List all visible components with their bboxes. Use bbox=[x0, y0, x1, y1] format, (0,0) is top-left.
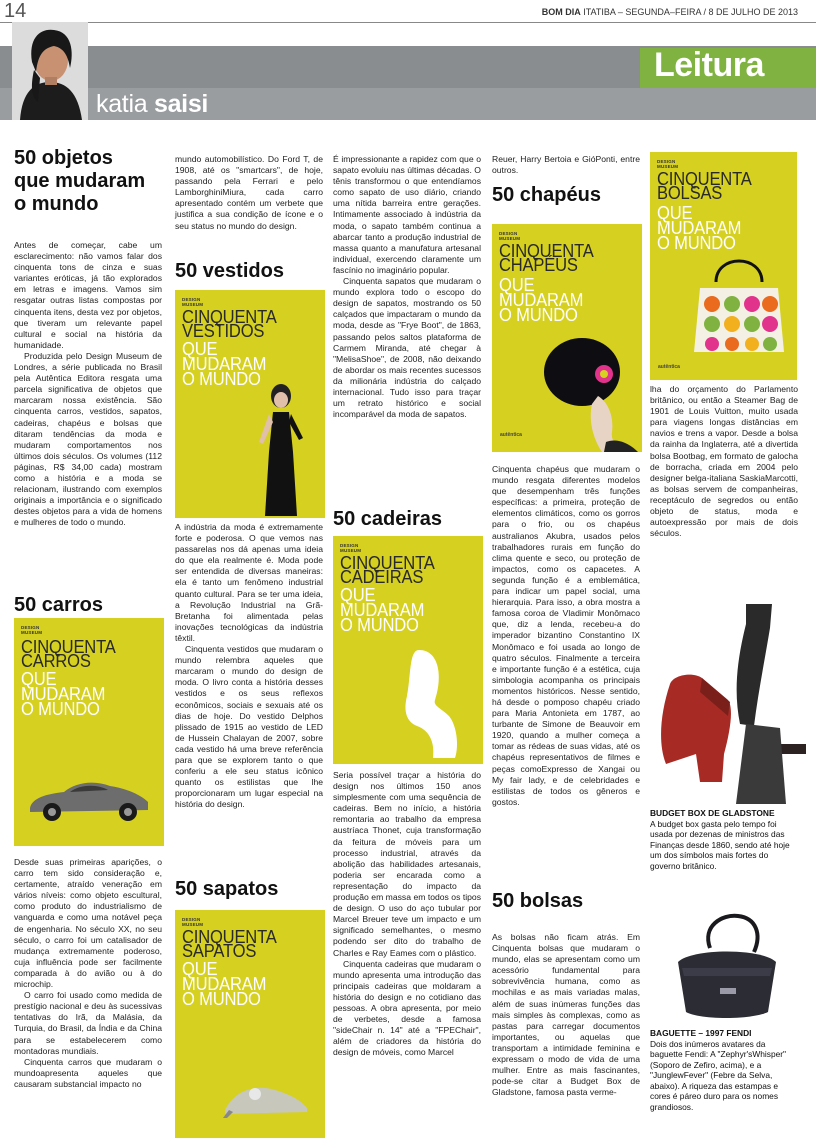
vestidos-title: 50 vestidos bbox=[175, 260, 284, 282]
bolsas-text-cont bbox=[650, 384, 798, 539]
intro-paragraph-1: Antes de começar, cabe um esclarecimento: não vamos falar dos cinquenta tons de cinza e suas variantes eróticas, já tão explorados em letras e imagens. Vamos sim resgatar outras listas compostas por cinquenta itens, desta vez por objetos, que tiveram um relevante papel cultural e social na história da humanidade. bbox=[14, 240, 162, 350]
cadeiras-paragraph-3: Reuer, Harry Bertoia e GióPonti, entre outros. bbox=[492, 154, 640, 176]
handbag-illustration bbox=[692, 248, 786, 354]
chapeus-cover-sub2: MUDARAM bbox=[499, 290, 584, 310]
intro-title-line2: que mudaram bbox=[14, 170, 146, 192]
sapatos-text bbox=[333, 154, 481, 420]
intro-text bbox=[14, 240, 162, 528]
baguette-caption-text: Dois dos inúmeros avatares da baguette Fendi: A "Zephyr'sWhisper" (Soporo de Zefiro, acima), e a "JunglewFever" (Febre da Selva, abaixo). A riqueza das estampas e cores é páreo duro para os nomes grandiosos. bbox=[650, 1038, 787, 1112]
chair-illustration bbox=[389, 646, 469, 762]
carros-cover-sub2: MUDARAM bbox=[21, 684, 106, 704]
vestidos-paragraph-1: A indústria da moda é extremamente forte e poderosa. O que vemos nas passarelas nos dá apenas uma ideia do que ela realmente é. Moda pode ser entendida de diversas maneiras: ela é tanto um fenômeno industrial quanto cultural. Para se ter uma ideia, a Revolução Industrial na Grã-Bretanha foi alimentada pelas inovações tecnológicas da indústria têxtil. bbox=[175, 522, 323, 643]
baguette-caption bbox=[650, 1028, 800, 1112]
sapatos-title: 50 sapatos bbox=[175, 878, 279, 900]
author-name bbox=[96, 90, 208, 119]
vestidos-cover-sub1: QUE bbox=[182, 339, 218, 359]
page-dateline bbox=[542, 7, 798, 17]
bolsas-cover-sub2: MUDARAM bbox=[657, 218, 742, 238]
carros-paragraph-4: mundo automobilístico. Do Ford T, de 1908, até os "smartcars", de hoje, passando pela Ferrari e pelo LamborghiniMiura, cada carro apresentado contém um verbete que justifica a sua condição de ícone e o seu status no mundo do design. bbox=[175, 154, 323, 231]
section-label: Leitura bbox=[654, 46, 764, 84]
author-last-name: saisi bbox=[153, 90, 209, 118]
vestidos-cover-museum: DESIGN MUSEUM bbox=[182, 297, 204, 307]
cadeiras-cover-sub2: MUDARAM bbox=[340, 600, 425, 620]
shoe-illustration bbox=[215, 1070, 315, 1120]
chapeus-title: 50 chapéus bbox=[492, 184, 601, 206]
date-text: – SEGUNDA–FEIRA / 8 DE JULHO DE 2013 bbox=[617, 7, 798, 17]
sapatos-cover-sub1: QUE bbox=[182, 959, 218, 979]
header-top-rule bbox=[0, 22, 816, 23]
bolsas-cover-sub1: QUE bbox=[657, 203, 693, 223]
city-name: ITATIBA bbox=[583, 7, 616, 17]
cadeiras-text bbox=[333, 770, 481, 1058]
page-number: 14 bbox=[4, 0, 27, 22]
cadeiras-cover-sub1: QUE bbox=[340, 585, 376, 605]
vestidos-cover-sub3: O MUNDO bbox=[182, 369, 261, 389]
hat-illustration bbox=[542, 332, 642, 452]
bolsas-cover-publisher: autêntica bbox=[658, 364, 680, 370]
vestidos-paragraph-2: Cinquenta vestidos que mudaram o mundo relembra aqueles que marcaram o mundo do design de moda. O livro conta a história desses vestidos e os seus reflexos econômicos, sociais e sexuais até os dias de hoje. Do vestido Delphos plissado de 1915 ao vestido de LED de Hussein Chalayan de 2007, sobre cada vestido há uma breve referência para que se explorem tanto o que conferiu a ele seu status icônico quanto os estilistas que lhe proporcionaram um lugar especial na história do design. bbox=[175, 644, 323, 810]
bolsas-paragraph-1: As bolsas não ficam atrás. Em Cinquenta bolsas que mudaram o mundo, elas se apresentam como um acessório fundamental para sobrevivência humana, como as mochilas e as mais variadas malas, além de suas inúmeras funções das mais simples às complexas, como as pastas para carregar documentos importantes, ou aquelas que transportam a intimidade feminina e expressam o modo de vida de uma mulher. Entre as mais fascinantes, pode-se citar a Budget Box de Gladstone, famosa pasta verme- bbox=[492, 932, 640, 1098]
chapeus-cover-museum: DESIGN MUSEUM bbox=[499, 231, 521, 241]
carros-text bbox=[14, 857, 162, 1090]
bolsas-cover-title: CINQUENTA BOLSAS bbox=[657, 169, 751, 203]
bolsas-text bbox=[492, 932, 640, 1098]
baguette-caption-title: BAGUETTE – 1997 FENDI bbox=[650, 1028, 752, 1038]
budget-caption bbox=[650, 808, 800, 871]
carros-text-cont bbox=[175, 154, 323, 232]
vestidos-cover-title: CINQUENTA VESTIDOS bbox=[182, 307, 276, 341]
chapeus-cover-sub1: QUE bbox=[499, 275, 535, 295]
chapeus-cover-title: CINQUENTA CHAPÉUS bbox=[499, 241, 593, 275]
vestidos-cover bbox=[175, 290, 325, 518]
author-first-name: katia bbox=[96, 90, 148, 118]
carros-cover bbox=[14, 618, 164, 846]
cadeiras-cover-title: CINQUENTA CADEIRAS bbox=[340, 553, 434, 587]
author-photo bbox=[12, 22, 88, 120]
cadeiras-text-cont bbox=[492, 154, 640, 176]
sapatos-cover-sub2: MUDARAM bbox=[182, 974, 267, 994]
cadeiras-paragraph-2: Cinquenta cadeiras que mudaram o mundo apresenta uma introdução das principais cadeiras que moldaram a história do design e no cotidiano das pessoas. A obra apresenta, por meio de verbetes, desde a famosa "sideChair n. 14" até a "FPEChair", além de criadores da história do design de móveis, como Marcel bbox=[333, 958, 481, 1058]
intro-title-line1: 50 objetos bbox=[14, 147, 113, 169]
bolsas-paragraph-2: lha do orçamento do Parlamento britânico, ou então a Steamer Bag de 1901 de Louis Vuitton, muito usada para viagens longas distâncias em navios e trens a vapor. Desde a bolsa da rainha da Inglaterra, até a divertida bolsa Bootbag, em formato de galocha de borracha, criada em 2004 pelo designer belga-italiana SaskiaMarcotti, as bolsas servem de companheiras, receptáculo de segredos ou então objeto de status, moda e autoexpressão por mais de dois séculos. bbox=[650, 384, 798, 539]
chapeus-cover bbox=[492, 224, 642, 452]
chapeus-cover-sub3: O MUNDO bbox=[499, 305, 578, 325]
paper-name: BOM DIA bbox=[541, 7, 581, 17]
chapeus-text bbox=[492, 464, 640, 808]
budget-box-photo bbox=[650, 604, 816, 804]
carros-paragraph-3: Cinquenta carros que mudaram o mundoapresenta aqueles que causaram substancial impacto no bbox=[14, 1056, 162, 1089]
sapatos-cover bbox=[175, 910, 325, 1138]
carros-cover-sub3: O MUNDO bbox=[21, 699, 100, 719]
sapatos-cover-sub3: O MUNDO bbox=[182, 989, 261, 1009]
baguette-photo bbox=[672, 912, 782, 1024]
carros-paragraph-2: O carro foi usado como medida de prestígio nacional e deu às sucessivas tentativas do Irã, da Malásia, da Turquia, do Brasil, da Índia e da China para se estabelecerem como montadoras mundiais. bbox=[14, 990, 162, 1056]
carros-paragraph-1: Desde suas primeiras aparições, o carro tem sido consideração e, certamente, atraído veneração em vários níveis: como objeto escultural, como produto do industrialismo de vanguarda e como uma notável peça de engenharia. No século XX, no seu século, o carro foi um catalisador de mudança extremamente poderoso, cuja influência pode ser facilmente comparada à do avião ou à do microchip. bbox=[14, 857, 162, 990]
carros-cover-museum: DESIGN MUSEUM bbox=[21, 625, 43, 635]
intro-title-line3: o mundo bbox=[14, 193, 99, 215]
intro-paragraph-2: Produzida pelo Design Museum de Londres, a série publicada no Brasil pela Autêntica Editora resgata uma parcela significativa de objetos que marcaram nossa existência. São cinquenta carros, vestidos, sapatos, cadeiras, chapéus e bolsas que ditaram tendências da moda e mudaram comportamentos nos últimos dois séculos. Os volumes (112 páginas, R$ 34,00 cada) mostram como a história e a moda se relacionam, ilustrando com exemplos originais a importância e o significado destes objetos para a vida de homens e mulheres de todo o mundo. bbox=[14, 350, 162, 528]
sapatos-paragraph-1: É impressionante a rapidez com que o sapato evoluiu nas últimas décadas. O tênis transformou o que entendíamos como sapato de uso diário, criando uma nítida barreira entre gerações. Intimamente associado à indústria da moda, o sapato também continua a abarcar tanto a produção industrial de massa quanto a manufatura artesanal individual, exercendo claramente um fascínio no imaginário popular. bbox=[333, 154, 481, 275]
carros-cover-sub1: QUE bbox=[21, 669, 57, 689]
carros-cover-title: CINQUENTA CARROS bbox=[21, 637, 115, 671]
chapeus-paragraph-1: Cinquenta chapéus que mudaram o mundo resgata diferentes modelos que desempenham três funções específicas: a primeira, proteção de elementos climáticos, como os gorros para o frio, ou os chapéus australianos Akubra, usados pelos trabalhadores rurais em função do clima quente e seco, ou proteção de impactos, como os capacetes. A segunda função é a emblemática, para indicar um papel social, uma hierarquia. Para isso, a obra mostra a famosa coroa de Vladimir Monômaco que, diz a lenda, recebeu-a do imperador bizantino Constantino IX Monômaco e foi usada ao longo de quatro séculos. Finalmente a terceira e importante função é a estética, cuja simbologia acompanha os principais momentos históricos. Nesse sentido, há desde o pomposo chapéu criado para Maria Antonieta em 1787, ao turbante de Simone de Beauvoir em 1920, quando a mulher começa a tomar as rédeas de suas vidas, até os chapéus representativos de filmes e peças comoExpresso de Xangai ou My fair lady, e de celebridades e estilistas de todos os gêneros e gostos. bbox=[492, 464, 640, 807]
budget-caption-title: BUDGET BOX DE GLADSTONE bbox=[650, 808, 775, 818]
sapatos-cover-title: CINQUENTA SAPATOS bbox=[182, 927, 276, 961]
cadeiras-paragraph-1: Seria possível traçar a história do design nos últimos 150 anos simplesmente com uma sequência de cadeiras. Bem no início, a história remontaria ao trabalho da empresa austríaca Thonet, cuja transformação da feitura de móveis para um processo industrial, através da abolição das habilidades artesanais, poderia ser encarada como a representação do impacto da produção em massa em todos os tipos de design. O uso do aço tubular por Marcel Breuer teve um impacto e um significado semelhantes, o mesmo podendo ser dito do trabalho de Charles e Ray Eames com o plástico. bbox=[333, 770, 481, 958]
bolsas-cover-sub3: O MUNDO bbox=[657, 233, 736, 253]
vestidos-text bbox=[175, 522, 323, 810]
cadeiras-cover-museum: DESIGN MUSEUM bbox=[340, 543, 362, 553]
cadeiras-title: 50 cadeiras bbox=[333, 508, 442, 530]
dress-illustration bbox=[245, 382, 315, 516]
sapatos-cover-museum: DESIGN MUSEUM bbox=[182, 917, 204, 927]
bolsas-cover bbox=[650, 152, 797, 380]
vestidos-cover-sub2: MUDARAM bbox=[182, 354, 267, 374]
budget-caption-text: A budget box gasta pelo tempo foi usada por dezenas de ministros das Finanças desde 1860, sendo até hoje um dos símbolos mais fortes do governo britânico. bbox=[650, 818, 790, 871]
bolsas-title: 50 bolsas bbox=[492, 890, 584, 912]
chapeus-cover-publisher: autêntica bbox=[500, 432, 522, 438]
intro-title bbox=[14, 147, 164, 216]
carros-title: 50 carros bbox=[14, 594, 103, 616]
car-illustration bbox=[24, 768, 154, 828]
cadeiras-cover bbox=[333, 536, 483, 764]
cadeiras-cover-sub3: O MUNDO bbox=[340, 615, 419, 635]
bolsas-cover-museum: DESIGN MUSEUM bbox=[657, 159, 679, 169]
sapatos-paragraph-2: Cinquenta sapatos que mudaram o mundo explora todo o escopo do design de sapatos, mostrando os 50 calçados que impactaram o mundo da moda, desde as "Frye Boot", de 1863, passando pelos saltos plataforma de Carmem Miranda, até chegar à "MelisaShoe", de 2008, não deixando de abordar os mais recentes sucessos da milionária indústria do calçado internacional. Tudo isso para traçar um retrato histórico e social incomparável da moda de sapatos. bbox=[333, 276, 481, 420]
